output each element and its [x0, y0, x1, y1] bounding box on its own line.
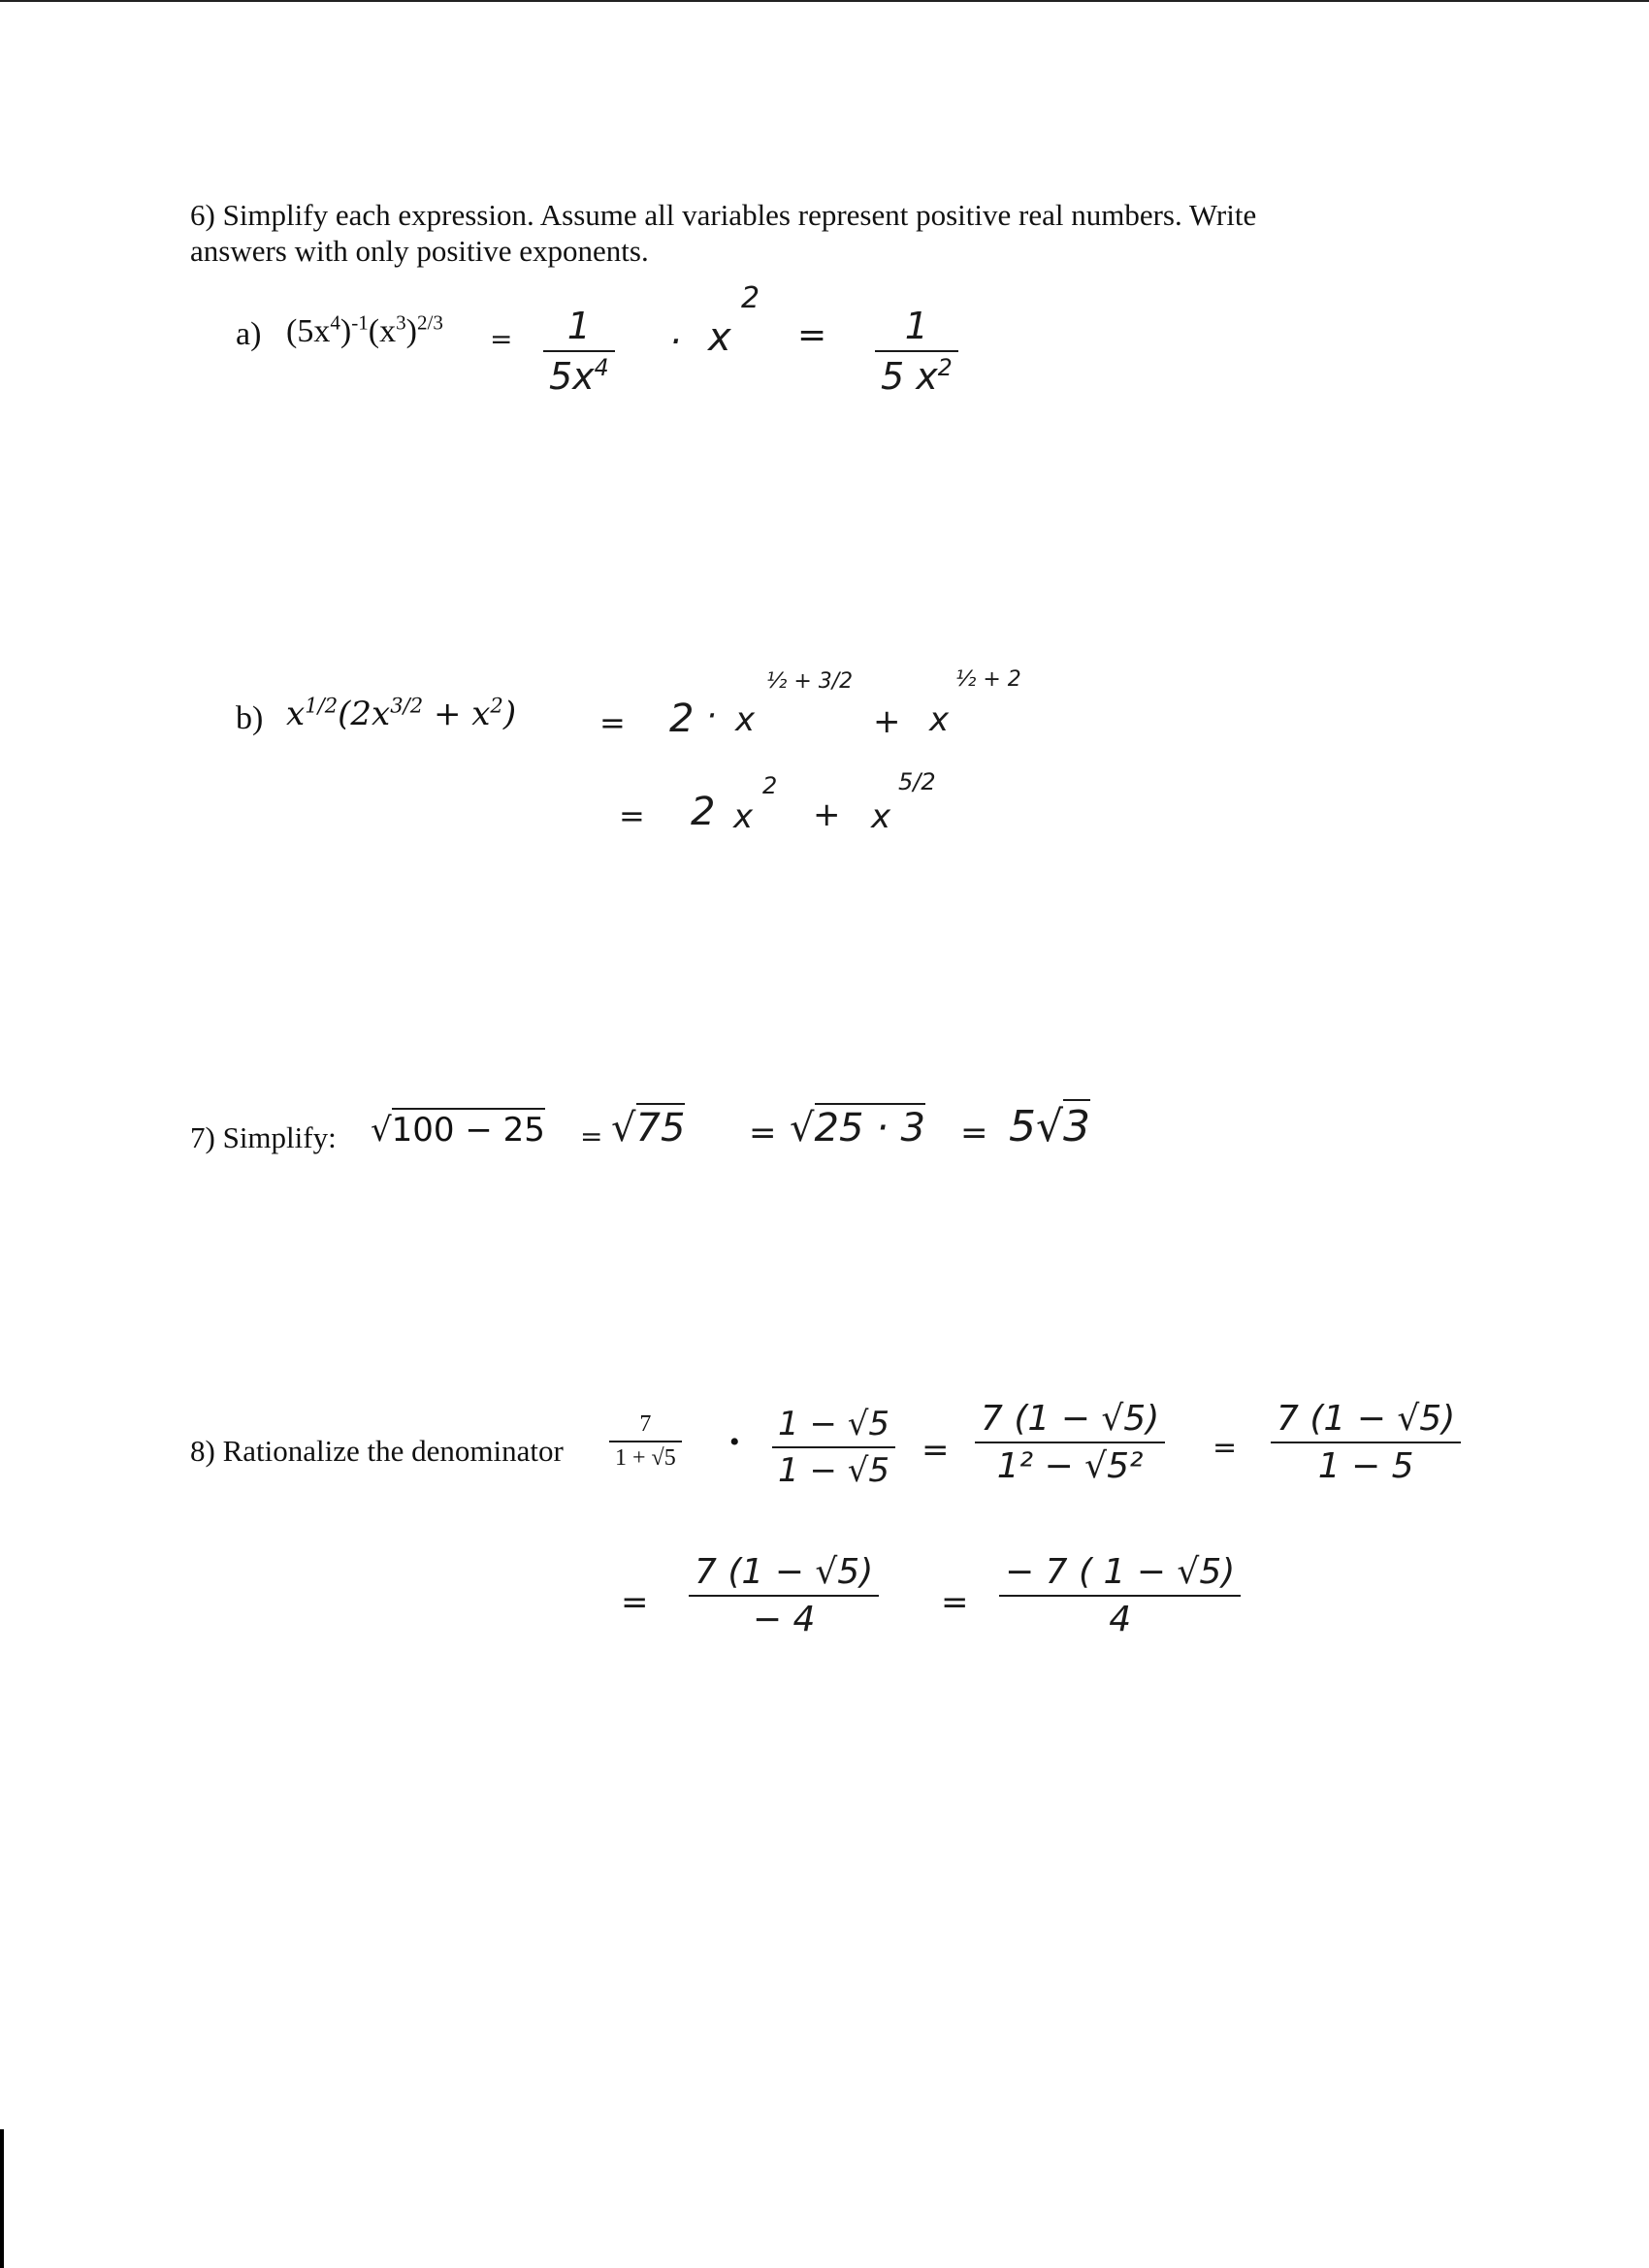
q6a-x-final: x [916, 355, 938, 398]
q8-equals-3: = [621, 1583, 649, 1622]
q7-s1: 75 [636, 1103, 686, 1150]
q8-bullet: • [729, 1426, 740, 1458]
q8-given-num: 7 [639, 1411, 652, 1437]
q6a-final-exp2: 2 [937, 353, 953, 381]
q8-f4-num: − 7 ( 1 − √5) [1005, 1552, 1236, 1592]
q8-fraction-1 [975, 1399, 1165, 1486]
q8-equals-1: = [922, 1431, 950, 1470]
q7-radicand: 100 − 25 [392, 1108, 545, 1150]
q6a-5: 5 [881, 355, 905, 398]
q6b-two-2: 2 [691, 790, 716, 834]
q6b-plus-1: + [873, 702, 901, 741]
q8-conjugate-fraction [772, 1405, 895, 1490]
q6-instruction-line1: 6) Simplify each expression. Assume all variables represent positive real numbers. Write [190, 198, 1257, 232]
q6a-equals-2: = [797, 315, 827, 355]
q8-fraction-2 [1271, 1399, 1461, 1486]
q6b-equals-1: = [599, 704, 626, 741]
q6a-fraction-2 [875, 305, 958, 398]
radical-sign: √ [371, 1111, 392, 1150]
q6a-fraction-1 [543, 305, 615, 398]
q8-conj-num: 1 − √5 [778, 1405, 890, 1443]
q8-f3-den: − 4 [752, 1600, 816, 1639]
q6b-dot: · [706, 697, 717, 735]
q7-coef: 5 [1009, 1102, 1036, 1151]
q8-f1-num: 7 (1 − √5) [981, 1399, 1160, 1439]
q6a-frac1-den [543, 352, 615, 398]
q8-f3-num: 7 (1 − √5) [695, 1552, 874, 1592]
q6a-dot: · [669, 320, 682, 363]
q6a-frac1-num: 1 [566, 305, 591, 347]
q7-s2: 25 · 3 [815, 1103, 926, 1150]
q8-conj-den: 1 − √5 [778, 1451, 890, 1490]
q7-step-3 [1009, 1102, 1090, 1151]
q7-equals-3: = [960, 1114, 988, 1152]
q8-fraction-4 [999, 1552, 1241, 1639]
q6b-equals-2: = [619, 797, 645, 834]
q8-given-den: 1 + √5 [615, 1444, 676, 1471]
q7-step-1 [611, 1106, 685, 1150]
radical-sign: √ [1036, 1102, 1064, 1151]
q8-equals-4: = [941, 1583, 969, 1622]
q8-f1-den: 1² − √5² [996, 1446, 1144, 1486]
q6a-frac2-den [875, 352, 958, 398]
q7-radical [371, 1111, 545, 1150]
q6a-equals-1: = [490, 323, 513, 355]
q6b-plus-2: + [813, 795, 841, 834]
q6b-x-4: x [871, 797, 891, 836]
q8-fraction-3 [689, 1552, 879, 1639]
q7-label: 7) Simplify: [190, 1120, 337, 1154]
radical-sign: √ [790, 1106, 815, 1150]
q6b-exp-52: 5/2 [898, 768, 936, 795]
q6b-exp-sq: 2 [762, 772, 778, 799]
q6b-exp-sum-1: ½ + 3/2 [766, 669, 854, 694]
q7-equals-2: = [749, 1114, 777, 1152]
q8-equals-2: = [1212, 1431, 1238, 1465]
q7-equals-1: = [580, 1120, 603, 1152]
q6a-exp2: 2 [741, 281, 760, 315]
q6a-x: x [708, 315, 731, 360]
q8-f2-num: 7 (1 − √5) [1277, 1399, 1456, 1439]
q6a-frac2-num: 1 [904, 305, 928, 347]
q8-f4-den: 4 [1109, 1600, 1132, 1639]
q6a-label: a) [236, 316, 262, 352]
q6b-x-3: x [733, 797, 754, 836]
q7-step-2 [790, 1106, 925, 1150]
q6a-exp4: 4 [594, 353, 609, 381]
scan-top-edge [0, 0, 1649, 2]
q7-s3: 3 [1063, 1099, 1090, 1151]
q8-given-fraction [609, 1411, 682, 1472]
q6b-exp-sum-2: ½ + 2 [955, 667, 1021, 692]
q6b-x-1: x [735, 700, 756, 739]
q6-instruction-line2: answers with only positive exponents. [190, 234, 649, 268]
q6b-label: b) [236, 700, 264, 736]
q6b-expression: $x^{1/2}(2x^{3/2} + x^2)$ [286, 693, 517, 733]
q8-f2-den: 1 − 5 [1317, 1446, 1414, 1486]
radical-sign: √ [611, 1106, 636, 1150]
q6b-x-2: x [929, 700, 950, 739]
q6a-expression: $(5x^4)^{-1}(x^3)^{2/3}$ [286, 310, 443, 349]
q6a-5x: 5x [549, 355, 595, 398]
q8-label: 8) Rationalize the denominator [190, 1434, 564, 1468]
q6b-two-1: 2 [669, 697, 695, 741]
scan-left-edge [0, 2129, 4, 2268]
